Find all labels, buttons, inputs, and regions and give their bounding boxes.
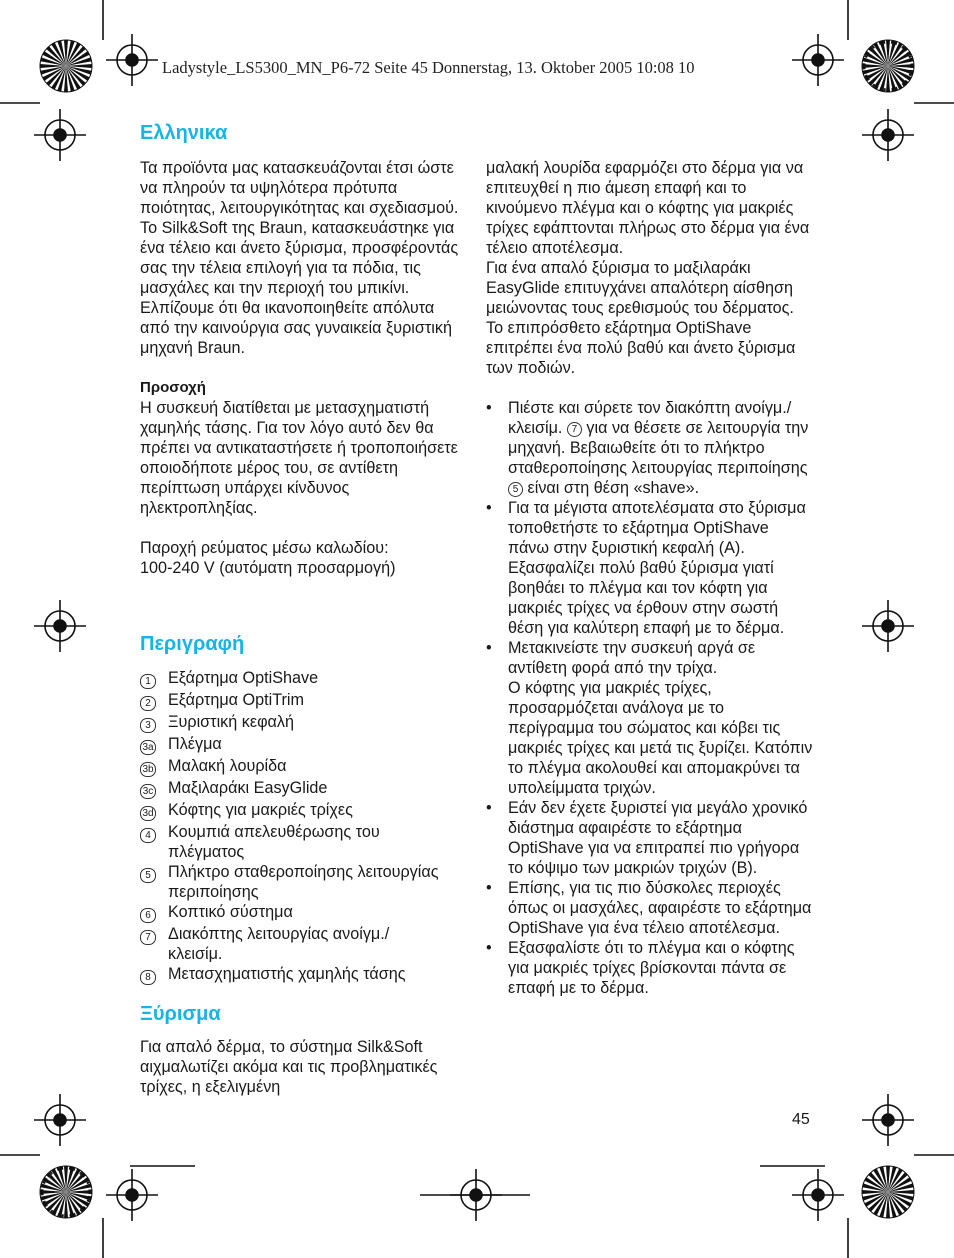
shaving-paragraph: Για απαλό δέρμα, το σύστημα Silk&Soft αιχμαλωτίζει ακόμα και τις προβληματικές τρίχες, η εξελιγμένη [140,1038,438,1096]
list-item [140,712,440,734]
list-item [140,668,440,690]
list-item [140,778,440,800]
part-label: Κόφτης για μακριές τρίχες [168,801,353,819]
list-item: • Εξασφαλίστε ότι το πλέγμα και ο κόφτης για μακριές τρίχες βρίσκονται πάντα σε επαφή με το δέρμα. [486,939,795,997]
bullet-icon: • [486,639,492,657]
list-item: • Για τα μέγιστα αποτελέσματα στο ξύρισμα τοποθετήστε το εξάρτημα OptiShave πάνω στην ξυριστική κεφαλή (A). Εξασφαλίζει πολύ βαθύ ξύρισμα γιατί βοηθάει το πλέγμα και τον κόφτη για μακριές τρίχες να έρθουν στην σωστή θέση για καλύτερη επαφή με το δέρμα. [486,499,806,637]
section-title-shaving: Ξύρισμα [140,1003,221,1025]
bullet-icon: • [486,879,492,897]
part-number-badge: 3 [140,718,156,733]
starburst-icon [862,1166,914,1218]
part-label: Πλέγμα [168,735,222,753]
bullet-icon: • [486,399,492,417]
shaving-intro [140,1037,440,1097]
part-label: Μαξιλαράκι EasyGlide [168,779,328,797]
part-label: Εξάρτημα OptiTrim [168,691,304,709]
part-number-badge: 3a [140,740,156,755]
section-title-description: Περιγραφή [140,633,245,655]
power-supply-label: Παροχή ρεύματος μέσω καλωδίου: [140,539,389,557]
part-number-badge: 1 [140,674,156,689]
part-label: Κοπτικό σύστημα [168,903,293,921]
part-number-badge: 6 [140,908,156,923]
paragraph-soft-strip: μαλακή λουρίδα εφαρμόζει στο δέρμα για να επιτευχθεί η πιο άμεση επαφή και το κινούμενο πλέγμα και ο κόφτης για μακριές τρίχες εφάπτονται πλήρως στο δέρμα για ένα τέλειο αποτέλεσμα. [486,159,810,257]
crosshair-icon [34,1094,86,1146]
page-number: 45 [792,1111,810,1128]
starburst-icon [40,1166,92,1218]
section-title-greek: Ελληνικα [140,122,228,144]
list-item [140,734,440,756]
crosshair-icon [862,1094,914,1146]
list-item [140,822,440,862]
bullet-icon: • [486,499,492,517]
part-label: Πλήκτρο σταθεροποίησης λειτουργίας περιποίησης [168,863,439,901]
list-item: • Μετακινείστε την συσκευή αργά σε αντίθετη φορά από την τρίχα. Ο κόφτης για μακριές τρίχες, προσαρμόζεται ανάλογα με το περίγραμμα του σώματος και κόβει τις μακριές τρίχες και μετά τις ξυρίζει. Κατόπιν το πλέγμα ακολουθεί και απομακρύνει τα υπολείμματα τριχών. [486,639,813,797]
part-label: Μετασχηματιστής χαμηλής τάσης [168,965,406,983]
part-label: Κουμπιά απελευθέρωσης του πλέγματος [168,823,380,861]
part-label: Ξυριστική κεφαλή [168,713,295,731]
crosshair-icon [34,109,86,161]
part-number-badge: 2 [140,696,156,711]
item-number-badge: 5 [508,482,523,497]
left-column [140,158,468,578]
bullet-icon: • [486,939,492,957]
crosshair-icon [862,109,914,161]
list-item [140,924,440,964]
part-number-badge: 5 [140,868,156,883]
paragraph-easyglide: Για ένα απαλό ξύρισμα το μαξιλαράκι EasyGlide επιτυγχάνει απαλότερη αίσθηση μειώνοντας τους ερεθισμούς του δέρματος. [486,259,794,317]
print-header: Ladystyle_LS5300_MN_P6-72 Seite 45 Donnerstag, 13. Oktober 2005 10:08 10 [162,58,695,77]
list-item [140,800,440,822]
part-number-badge: 7 [140,930,156,945]
part-number-badge: 3b [140,762,156,777]
item-number-badge: 7 [567,422,582,437]
instructions-list [486,398,814,998]
part-number-badge: 4 [140,828,156,843]
paragraph-optishave: Το επιπρόσθετο εξάρτημα OptiShave επιτρέπει ένα πολύ βαθύ και άνετο ξύρισμα των ποδιών. [486,319,796,377]
starburst-icon [862,40,914,92]
crosshair-icon [792,1169,844,1221]
part-label: Εξάρτημα OptiShave [168,669,319,687]
list-item [140,756,440,778]
part-label: Διακόπτης λειτουργίας ανοίγμ./κλεισίμ. [168,925,390,963]
crosshair-icon [106,34,158,86]
crosshair-icon [862,600,914,652]
crosshair-icon [792,34,844,86]
power-supply-value: 100-240 V (αυτόματη προσαρμογή) [140,559,396,577]
part-number-badge: 3c [140,784,156,799]
part-label: Μαλακή λουρίδα [168,757,287,775]
part-number-badge: 8 [140,970,156,985]
list-item: • Εάν δεν έχετε ξυριστεί για μεγάλο χρονικό διάστημα αφαιρέστε το εξάρτημα OptiShave για να επιτραπεί πιο γρήγορα το κόψιμο των μακριών τριχών (B). [486,799,808,877]
list-item [140,964,440,986]
list-item [140,862,440,902]
crosshair-icon [106,1169,158,1221]
list-item: • Πιέστε και σύρετε τον διακόπτη ανοίγμ./κλεισίμ. 7 για να θέσετε σε λειτουργία την μηχανή. Βεβαιωθείτε ότι το πλήκτρο σταθεροποίησης λειτουργίας περιποίησης 5 είναι στη θέση «shave». [486,399,809,497]
warning-title: Προσοχή [140,379,206,396]
crosshair-icon [34,600,86,652]
warning-paragraph: Η συσκευή διατίθεται με μετασχηματιστή χαμηλής τάσης. Για τον λόγο αυτό δεν θα πρέπει να αντικαταστήσετε ή τροποποιήσετε οποιοδήποτε μέρος του, σε αντίθετη περίπτωση υπάρχει κίνδυνος ηλεκτροπληξίας. [140,399,458,517]
list-item: • Επίσης, για τις πιο δύσκολες περιοχές όπως οι μασχάλες, αφαιρέστε το εξάρτημα OptiShave για ένα τέλειο αποτέλεσμα. [486,879,812,937]
bullet-icon: • [486,799,492,817]
list-item [140,902,440,924]
starburst-icon [40,40,92,92]
part-number-badge: 3d [140,806,156,821]
list-item [140,690,440,712]
right-column [486,158,814,998]
intro-paragraph: Τα προϊόντα μας κατασκευάζονται έτσι ώστε να πληρούν τα υψηλότερα πρότυπα ποιότητας, λειτουργικότητας και σχεδιασμού. Το Silk&Soft της Braun, κατασκευάστηκε για ένα τέλειο και άνετο ξύρισμα, προσφέροντάς σας την τέλεια επιλογή για τα πόδια, τις μασχάλες και την περιοχή του μπικίνι. Ελπίζουμε ότι θα ικανοποιηθείτε απόλυτα από την καινούργια σας γυναικεία ξυριστική μηχανή Braun. [140,159,459,357]
parts-list [140,668,440,986]
